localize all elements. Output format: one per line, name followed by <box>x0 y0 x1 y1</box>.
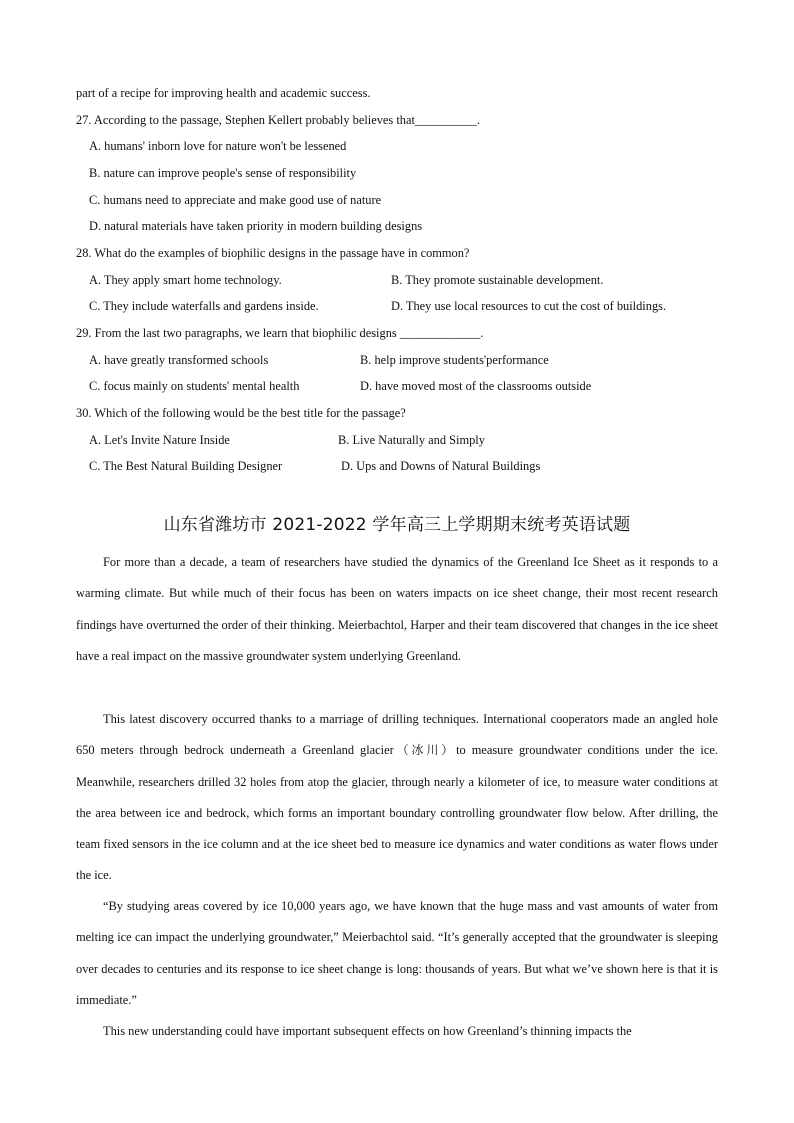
q29-option-b: B. help improve students'performance <box>360 353 549 367</box>
q29-option-c: C. focus mainly on students' mental health <box>89 379 300 393</box>
q28-stem: 28. What do the examples of biophilic designs in the passage have in common? <box>76 246 470 260</box>
paragraph-2-text-before: This latest discovery occurred thanks to a marriage of drilling techniques. International cooperators made an angled hole 650 meters through bedrock underneath a Greenland glacier <box>76 712 718 758</box>
q28-option-d: D. They use local resources to cut the cost of buildings. <box>391 299 667 313</box>
q30-option-b: B. Live Naturally and Simply <box>338 433 485 447</box>
q28-option-b: B. They promote sustainable development. <box>391 273 604 287</box>
q30-stem: 30. Which of the following would be the best title for the passage? <box>76 406 406 420</box>
q27-option-b: B. nature can improve people's sense of responsibility <box>89 166 357 180</box>
q27-stem: 27. According to the passage, Stephen Kellert probably believes that__________. <box>76 113 480 127</box>
glacier-gloss: （冰川） <box>393 743 457 758</box>
passage-paragraph-2 <box>76 704 718 892</box>
q29-stem: 29. From the last two paragraphs, we learn that biophilic designs _____________. <box>76 326 484 340</box>
q30-option-a: A. Let's Invite Nature Inside <box>89 433 230 447</box>
passage-paragraph-3: “By studying areas covered by ice 10,000 years ago, we have known that the huge mass and vast amounts of water from melting ice can impact the underlying groundwater,” Meierbachtol said. “It’s generally accepted that the groundwater is sleeping over decades to centuries and its response to ice sheet change is long: thousands of years. But what we’ve shown here is that it is immediate.” <box>76 899 718 1007</box>
intro-tail-line: part of a recipe for improving health and academic success. <box>76 86 371 100</box>
section-title: 山东省潍坊市 2021-2022 学年高三上学期期末统考英语试题 <box>163 515 631 535</box>
q30-option-c: C. The Best Natural Building Designer <box>89 459 283 473</box>
q27-option-a: A. humans' inborn love for nature won't be lessened <box>89 139 347 153</box>
passage-paragraph-4: This new understanding could have important subsequent effects on how Greenland’s thinning impacts the <box>103 1024 632 1038</box>
q27-option-d: D. natural materials have taken priority in modern building designs <box>89 219 423 233</box>
q30-option-d: D. Ups and Downs of Natural Buildings <box>341 459 541 473</box>
q29-option-a: A. have greatly transformed schools <box>89 353 269 367</box>
q28-option-a: A. They apply smart home technology. <box>89 273 282 287</box>
paragraph-2-text-after: to measure groundwater conditions under the ice. Meanwhile, researchers drilled 32 holes from atop the glacier, through nearly a kilometer of ice, to measure water conditions at the area between ice and bedrock, which forms an important boundary controlling groundwater flow below. After drilling, the team fixed sensors in the ice column and at the ice sheet bed to measure ice dynamics and water conditions as water flows under the ice. <box>76 743 718 883</box>
passage-paragraph-1: For more than a decade, a team of researchers have studied the dynamics of the Greenland Ice Sheet as it responds to a warming climate. But while much of their focus has been on waters impacts on ice sheet change, their most recent research findings have overturned the order of their thinking. Meierbachtol, Harper and their team discovered that changes in the ice sheet have a real impact on the massive groundwater system underlying Greenland. <box>76 555 718 663</box>
q29-option-d: D. have moved most of the classrooms outside <box>360 379 592 393</box>
q27-option-c: C. humans need to appreciate and make good use of nature <box>89 193 382 207</box>
q28-option-c: C. They include waterfalls and gardens inside. <box>89 299 319 313</box>
